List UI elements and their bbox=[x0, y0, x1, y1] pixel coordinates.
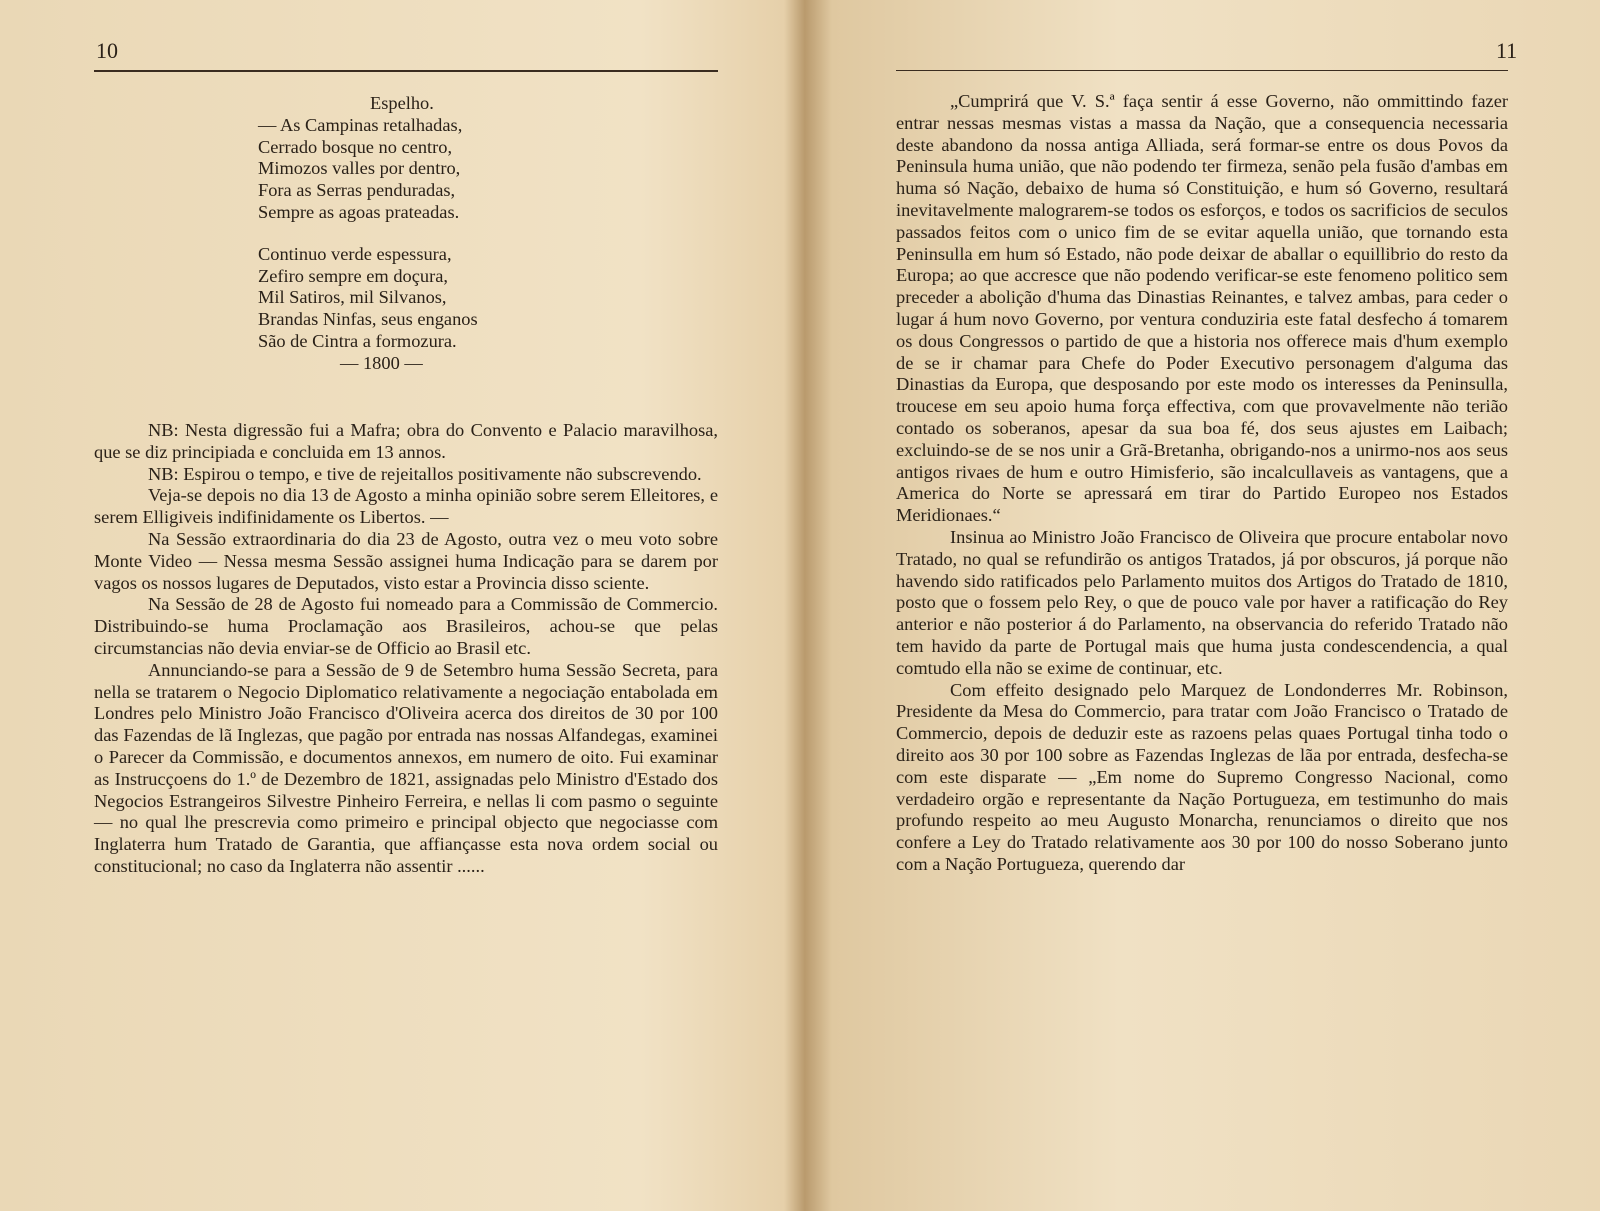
page-number: 11 bbox=[1496, 38, 1518, 63]
page-number: 10 bbox=[96, 38, 118, 63]
verse-line: Mimozos valles por dentro, bbox=[258, 158, 461, 179]
verse-line: Brandas Ninfas, seus enganos bbox=[258, 309, 478, 330]
verse-line: Sempre as agoas prateadas. bbox=[258, 201, 460, 222]
verse-line: Cerrado bosque no centro, bbox=[258, 136, 453, 157]
poem-date: — 1800 — bbox=[340, 352, 423, 373]
paragraph: Veja-se depois no dia 13 de Agosto a minha opinião sobre serem Elleitores, e serem Elligiveis indifinidamente os Libertos. — bbox=[94, 485, 718, 528]
verse-line: Fora as Serras penduradas, bbox=[258, 180, 456, 201]
header-rule bbox=[94, 70, 718, 72]
body-text bbox=[94, 420, 718, 878]
paragraph: NB: Nesta digressão fui a Mafra; obra do Convento e Palacio maravilhosa, que se diz principiada e concluida em 13 annos. bbox=[94, 420, 718, 462]
body-text bbox=[896, 91, 1508, 876]
verse-line: Zefiro sempre em doçura, bbox=[258, 265, 448, 286]
verse-line: — As Campinas retalhadas, bbox=[258, 114, 463, 135]
paragraph: Insinua ao Ministro João Francisco de Oliveira que procure entabolar novo Tratado, no qual se refundirão os antigos Tratados, já por obscuros, já porque não havendo sido ratificados pelo Parlamento muitos dos Artigos do Tratado de 1810, posto que o fossem pelo Rey, o que de pouco vale por haver a ratificação do Rey anterior e não posterior á do Parlamento, na observancia do referido Tratado não tem havido da parte de Portugal mais que huma justa condescendencia, a qual comtudo ella não se exime de continuar, etc. bbox=[896, 526, 1508, 678]
paragraph: Na Sessão de 28 de Agosto fui nomeado para a Commissão de Commercio. Distribuindo-se huma Proclamação aos Brasileiros, achou-se que pelas circumstancias não devia enviar-se de Officio ao Brasil etc. bbox=[94, 594, 718, 658]
header-rule bbox=[896, 70, 1508, 71]
paragraph: Na Sessão extraordinaria do dia 23 de Agosto, outra vez o meu voto sobre Monte Video — Nessa mesma Sessão assignei huma Indicação para se darem por vagos os nossos lugares de Deputados, visto estar a Provincia disso sciente. bbox=[94, 528, 718, 593]
verse-line: São de Cintra a formozura. bbox=[258, 330, 457, 351]
verse-line: Continuo verde espessura, bbox=[258, 243, 452, 264]
paragraph: NB: Espirou o tempo, e tive de rejeitallos positivamente não subscrevendo. bbox=[148, 463, 702, 484]
paragraph: Com effeito designado pelo Marquez de Londonderres Mr. Robinson, Presidente da Mesa do Commercio, para tratar com João Francisco o Tratado de Commercio, depois de deduzir este as razoens pelas quaes Portugal tinha todo o direito aos 30 por 100 sobre as Fazendas Inglezas de lãa por entrada, desfecha-se com este disparate — „Em nome do Supremo Congresso Nacional, como verdadeiro orgão e representante da Nação Portugueza, em testimunho do mais profundo respeito ao meu Augusto Monarcha, renunciamos o direito que nos confere a Ley do Tratado relativamente aos 30 por 100 do nosso Soberano junto com a Nação Portugueza, querendo dar bbox=[896, 679, 1508, 874]
verse-line: Mil Satiros, mil Silvanos, bbox=[258, 287, 447, 308]
poem-title: Espelho. bbox=[370, 93, 434, 113]
poem bbox=[258, 93, 588, 375]
paragraph: „Cumprirá que V. S.ª faça sentir á esse Governo, não ommittindo fazer entrar nessas mesmas vistas a massa da Nação, que a consequencia necessaria deste abandono da nossa antiga Alliada, será formar-se entre os dous Povos da Peninsula huma união, que não podendo ter firmeza, senão pela fusão d'ambas em huma só Nação, debaixo de huma só Constituição, e hum só Governo, resultará inevitavelmente malograrem-se todos os esforços, e todos os sacrificios de seculos passados feitos com o unico fim de se evitar aquella união, que tornando esta Peninsulla em hum só Estado, não pode deixar de aballar o equillibrio do resto da Europa; ao que accresce que não podendo verificar-se este fenomeno politico sem preceder a abolição d'huma das Dinastias Reinantes, e talvez ambas, para ceder o lugar á hum novo Governo, por ventura conduziria este fatal desfecho á tomarem os dous Congressos o partido de que a historia nos offerece mais d'hum exemplo de se ir chamar para Chefe do Poder Executivo personagem d'alguma das Dinastias da Europa, que desposando por este modo os interesses da Peninsulla, troucese em seu apoio huma força effectiva, com que provavelmente não terião contado os soberanos, apesar da sua boa fé, dos seus ajustes em Laibach; excluindo-se de se nos unir a Grã-Bretanha, obrigando-nos a unirmo-nos aos seus antigos rivaes de hum e outro Himisferio, são incalcullaveis as vantagens, que a America do Norte se apressará em tirar do Partido Europeo nos Estados Meridionaes.“ bbox=[896, 91, 1508, 526]
paragraph: Annunciando-se para a Sessão de 9 de Setembro huma Sessão Secreta, para nella se tratarem o Negocio Diplomatico relativamente a negociação entabolada em Londres pelo Ministro João Francisco d'Oliveira acerca dos direitos de 30 por 100 das Fazendas de lã Inglezas, que pagão por entrada nas nossas Alfandegas, examinei o Parecer da Commissão, e documentos annexos, em numero de oito. Fui examinar as Instrucçoens do 1.º de Dezembro de 1821, assignadas pelo Ministro d'Estado dos Negocios Estrangeiros Silvestre Pinheiro Ferreira, e nellas li com pasmo o seguinte — no qual lhe prescrevia como primeiro e principal objecto que negociasse com Inglaterra hum Tratado de Garantia, que affiançasse esta nova ordem social ou constitucional; no caso da Inglaterra não assentir ...... bbox=[94, 659, 718, 876]
right-page bbox=[808, 0, 1600, 1211]
